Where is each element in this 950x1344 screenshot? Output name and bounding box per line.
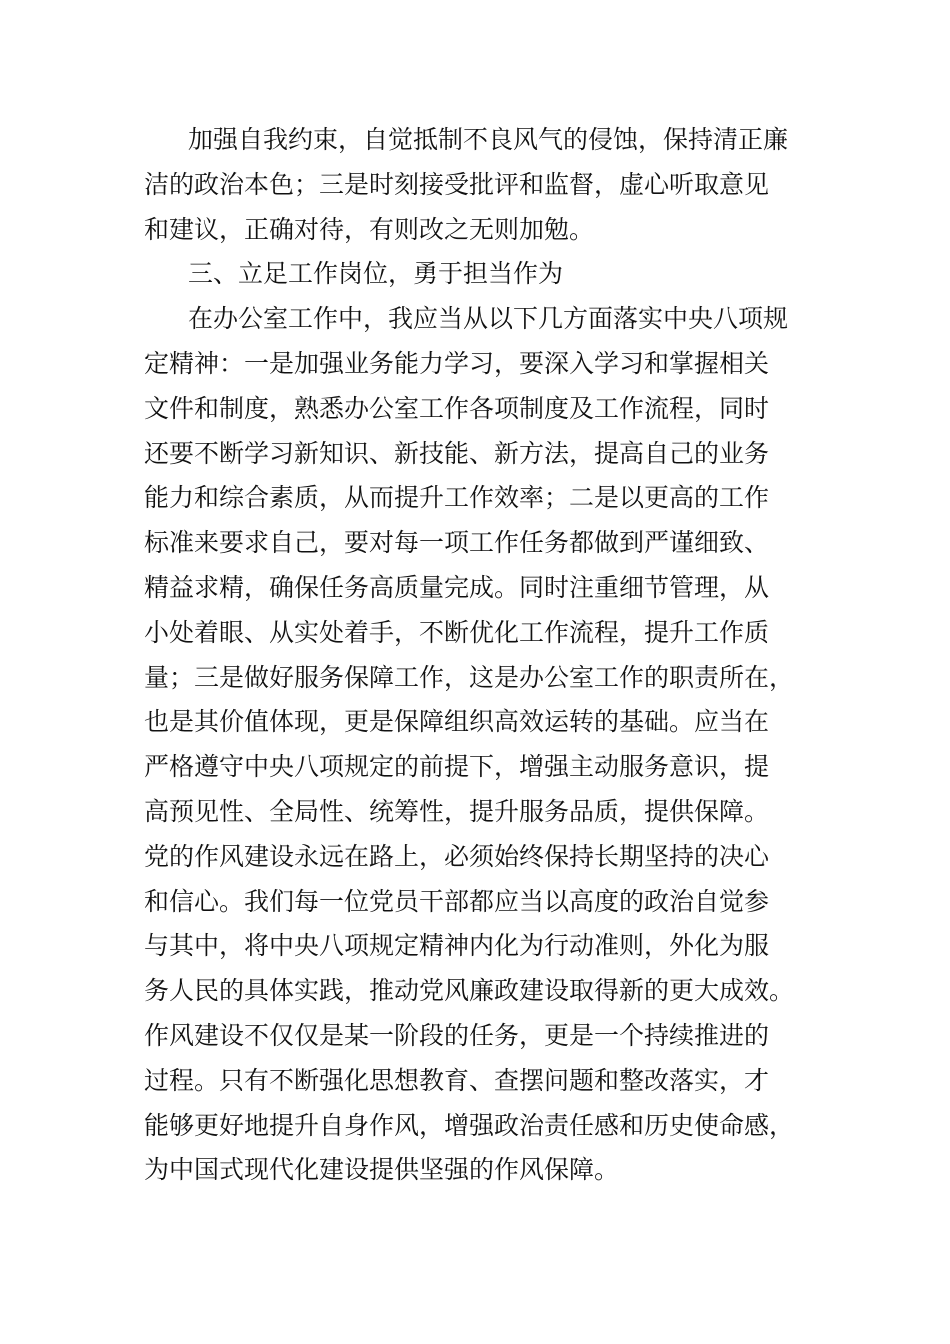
text-line: 和信心。我们每一位党员干部都应当以高度的政治自觉参 <box>144 886 770 916</box>
text-line: 文件和制度，熟悉办公室工作各项制度及工作流程，同时 <box>144 393 770 423</box>
text-line: 为中国式现代化建设提供坚强的作风保障。 <box>144 1155 620 1185</box>
text-line: 务人民的具体实践，推动党风廉政建设取得新的更大成效。 <box>144 976 795 1006</box>
text-line: 精益求精，确保任务高质量完成。同时注重细节管理，从 <box>144 572 770 602</box>
text-line: 小处着眼、从实处着手，不断优化工作流程，提升工作质 <box>144 617 770 647</box>
paragraph-first-line: 三、立足工作岗位，勇于担当作为 <box>188 259 564 289</box>
text-line: 能力和综合素质，从而提升工作效率；二是以更高的工作 <box>144 483 770 513</box>
paragraph-first-line: 在办公室工作中，我应当从以下几方面落实中央八项规 <box>188 304 789 334</box>
text-line: 与其中，将中央八项规定精神内化为行动准则，外化为服 <box>144 931 770 961</box>
text-line: 党的作风建设永远在路上，必须始终保持长期坚持的决心 <box>144 841 770 871</box>
body-text <box>144 118 806 1193</box>
text-line: 和建议，正确对待，有则改之无则加勉。 <box>144 214 595 244</box>
text-line: 能够更好地提升自身作风，增强政治责任感和历史使命感， <box>144 1110 795 1140</box>
text-line: 作风建设不仅仅是某一阶段的任务，更是一个持续推进的 <box>144 1020 770 1050</box>
text-line: 还要不断学习新知识、新技能、新方法，提高自己的业务 <box>144 438 770 468</box>
text-line: 高预见性、全局性、统筹性，提升服务品质，提供保障。 <box>144 796 770 826</box>
text-line: 标准来要求自己，要对每一项工作任务都做到严谨细致、 <box>144 528 770 558</box>
text-line: 量；三是做好服务保障工作，这是办公室工作的职责所在， <box>144 662 795 692</box>
text-line: 严格遵守中央八项规定的前提下，增强主动服务意识，提 <box>144 752 770 782</box>
text-line: 也是其价值体现，更是保障组织高效运转的基础。应当在 <box>144 707 770 737</box>
text-line: 过程。只有不断强化思想教育、查摆问题和整改落实，才 <box>144 1065 770 1095</box>
paragraph-first-line: 加强自我约束，自觉抵制不良风气的侵蚀，保持清正廉 <box>188 125 789 154</box>
text-line: 洁的政治本色；三是时刻接受批评和监督，虚心听取意见 <box>144 169 770 199</box>
text-line: 定精神：一是加强业务能力学习，要深入学习和掌握相关 <box>144 348 770 378</box>
